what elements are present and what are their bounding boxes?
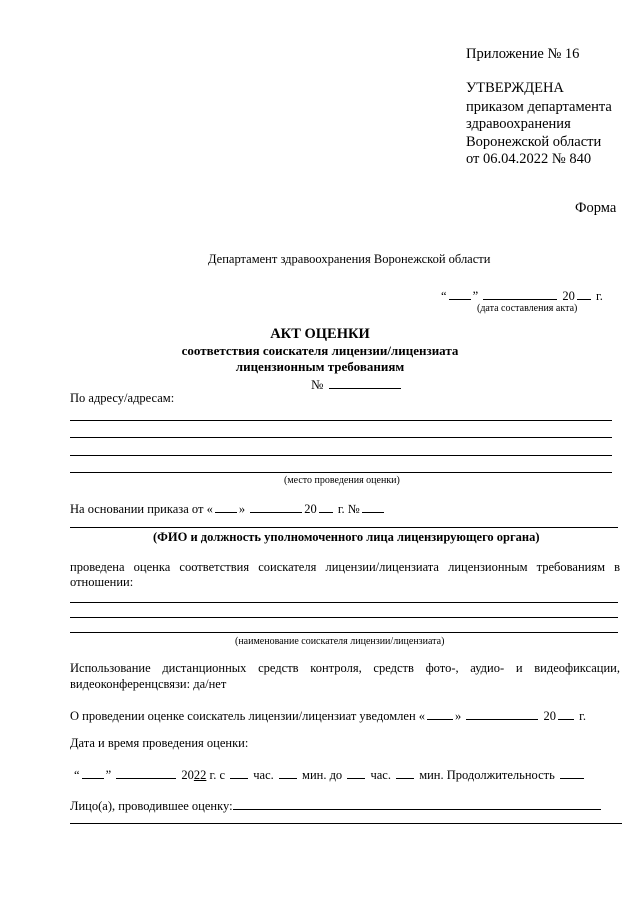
order-month-blank [250, 500, 302, 513]
notice-month-blank [466, 707, 538, 720]
day-blank [449, 287, 471, 300]
year-blank [577, 287, 591, 300]
dt-minutes2: мин. Продолжительность [419, 768, 555, 782]
approved-line-3: Воронежской области [466, 134, 602, 150]
applicant-line-3 [70, 632, 618, 633]
order-line [70, 500, 386, 517]
dt-hours1: час. [253, 768, 274, 782]
applicant-caption: (наименование соискателя лицензии/лицензиата) [235, 636, 445, 647]
address-label: По адресу/адресам: [70, 391, 175, 405]
dt-year-fill: 22 [193, 768, 207, 782]
dt-min1-blank [279, 766, 297, 779]
persons-label: Лицо(а), проводившее оценку: [70, 799, 233, 813]
address-line-1 [70, 420, 612, 421]
dt-open-quote: “ [74, 768, 80, 782]
applicant-line-2 [70, 617, 618, 618]
open-quote: “ [441, 289, 447, 303]
notice-text: О проведении оценке соискатель лицензии/лицензиат уведомлен « [70, 709, 426, 723]
datetime-label: Дата и время проведения оценки: [70, 736, 249, 750]
dt-duration-blank [560, 766, 584, 779]
dt-minutes1: мин. до [302, 768, 343, 782]
remote-line-2: видеоконференцсвязи: да/нет [70, 677, 227, 691]
order-close-quote: » [238, 502, 246, 516]
notice-close-quote: » [455, 709, 462, 723]
dt-day-blank [82, 766, 104, 779]
dt-close-quote: ” [105, 768, 112, 782]
address-line-2 [70, 437, 612, 438]
number-sign: № [311, 377, 324, 392]
datetime-line [74, 766, 586, 783]
appendix-label: Приложение № 16 [466, 46, 580, 62]
official-line [70, 527, 618, 528]
act-number [311, 376, 403, 392]
approved-line-4: от 06.04.2022 № 840 [466, 151, 592, 167]
dt-from: г. с [209, 768, 226, 782]
order-prefix: На основании приказа от « [70, 502, 213, 516]
persons-blank [233, 797, 601, 810]
notice-year: 20 [543, 709, 557, 723]
notice-year-suffix: г. [579, 709, 586, 723]
year-suffix: г. [596, 289, 603, 303]
order-year: 20 [304, 502, 317, 516]
persons-line-2 [70, 823, 622, 824]
document-subtitle-2: лицензионным требованиям [235, 359, 405, 374]
notice-line [70, 707, 586, 724]
form-label: Форма [575, 200, 617, 216]
dt-month-blank [116, 766, 176, 779]
dt-hour2-blank [347, 766, 365, 779]
address-line-3 [70, 455, 612, 456]
assessment-line-2: отношении: [70, 575, 134, 589]
act-date-caption: (дата составления акта) [477, 303, 578, 314]
order-number-blank [362, 500, 384, 513]
month-blank [483, 287, 557, 300]
remote-line-1: Использование дистанционных средств контроля, средств фото-, аудио- и видеофиксации, [70, 661, 620, 675]
dt-year: 20 [181, 768, 194, 782]
order-number-sign: № [347, 502, 360, 516]
act-date [441, 287, 603, 304]
dt-hour1-blank [230, 766, 248, 779]
dt-hours2: час. [370, 768, 391, 782]
approved-label: УТВЕРЖДЕНА [466, 80, 564, 96]
year-prefix: 20 [562, 289, 575, 303]
close-quote: ” [472, 289, 479, 303]
dt-min2-blank [396, 766, 414, 779]
order-day-blank [215, 500, 237, 513]
assessment-line-1: проведена оценка соответствия соискателя лицензии/лицензиата лицензионным требованиям в [70, 560, 620, 574]
persons-line [70, 797, 603, 814]
applicant-line-1 [70, 602, 618, 603]
department-name: Департамент здравоохранения Воронежской области [208, 252, 491, 266]
approved-line-1: приказом департамента [466, 99, 612, 115]
document-title: АКТ ОЦЕНКИ [270, 326, 370, 342]
official-caption: (ФИО и должность уполномоченного лица лицензирующего органа) [153, 530, 540, 544]
address-line-4 [70, 472, 612, 473]
order-year-suffix: г. [337, 502, 345, 516]
document-subtitle-1: соответствия соискателя лицензии/лицензиата [181, 343, 459, 358]
order-year-blank [319, 500, 333, 513]
number-blank [329, 376, 401, 389]
notice-year-blank [558, 707, 574, 720]
address-caption: (место проведения оценки) [284, 475, 400, 486]
notice-day-blank [427, 707, 453, 720]
approved-line-2: здравоохранения [466, 116, 571, 132]
